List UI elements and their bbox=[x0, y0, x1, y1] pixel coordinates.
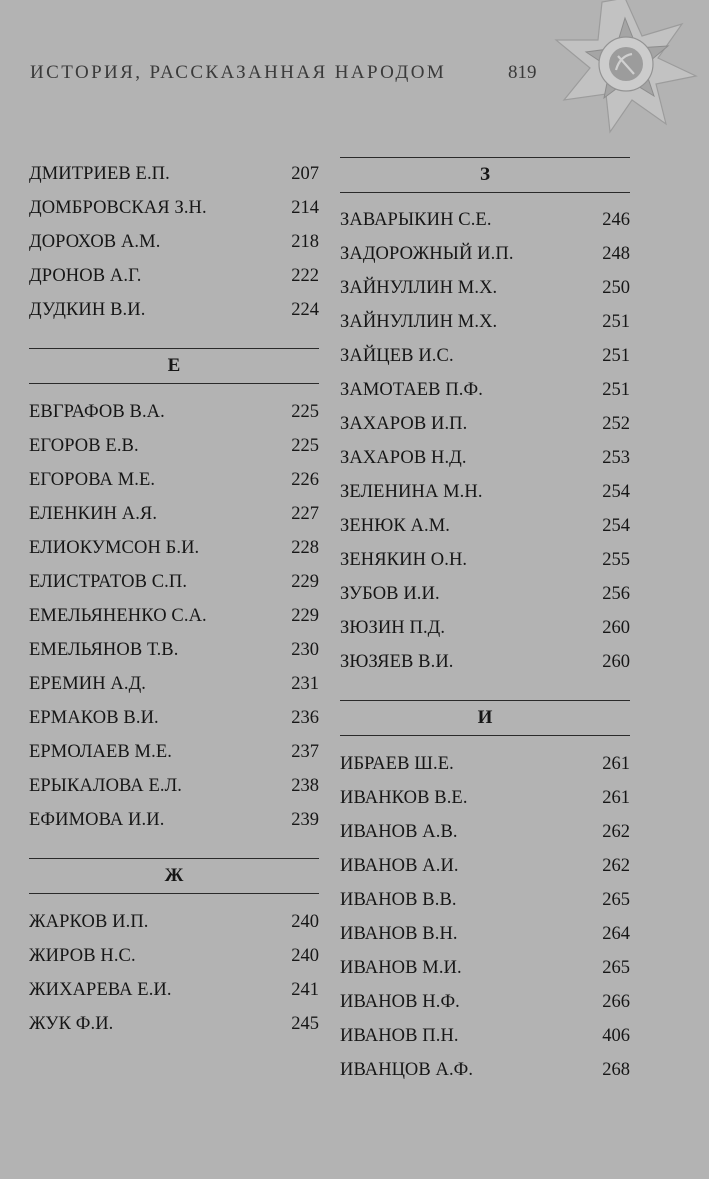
index-entry: ЖИРОВ Н.С. 240 bbox=[29, 946, 319, 966]
index-entry: ЗАХАРОВ И.П. 252 bbox=[340, 414, 630, 434]
index-entry: ЗАВАРЫКИН С.Е. 246 bbox=[340, 210, 630, 230]
index-entry: ДРОНОВ А.Г. 222 bbox=[29, 266, 319, 286]
index-entry: ИВАНОВ Н.Ф. 266 bbox=[340, 992, 630, 1012]
index-entry: ЗАЙЦЕВ И.С. 251 bbox=[340, 346, 630, 366]
index-entry: ЕМЕЛЬЯНЕНКО С.А. 229 bbox=[29, 606, 319, 626]
index-entry: ИВАНОВ М.И. 265 bbox=[340, 958, 630, 978]
index-entry: ЗЕНЮК А.М. 254 bbox=[340, 516, 630, 536]
index-entry: ЕГОРОВА М.Е. 226 bbox=[29, 470, 319, 490]
index-entry: ЗЮЗИН П.Д. 260 bbox=[340, 618, 630, 638]
index-entry: ЕЛЕНКИН А.Я. 227 bbox=[29, 504, 319, 524]
section-letter-header: Ж bbox=[29, 858, 319, 894]
index-entry: ЕЛИСТРАТОВ С.П. 229 bbox=[29, 572, 319, 592]
page-number: 819 bbox=[508, 62, 537, 83]
index-entry: ЕРЫКАЛОВА Е.Л. 238 bbox=[29, 776, 319, 796]
index-entry: ДУДКИН В.И. 224 bbox=[29, 300, 319, 320]
index-entry: ДМИТРИЕВ Е.П. 207 bbox=[29, 164, 319, 184]
index-entry: ЗАДОРОЖНЫЙ И.П. 248 bbox=[340, 244, 630, 264]
index-entry: ИВАНОВ П.Н. 406 bbox=[340, 1026, 630, 1046]
section-letter-header: Е bbox=[29, 348, 319, 384]
index-column-left bbox=[29, 0, 319, 1179]
index-entry: ЕРМАКОВ В.И. 236 bbox=[29, 708, 319, 728]
index-entry: ИВАНОВ А.И. 262 bbox=[340, 856, 630, 876]
index-entry: ИВАНЦОВ А.Ф. 268 bbox=[340, 1060, 630, 1080]
index-entry: ИВАНКОВ В.Е. 261 bbox=[340, 788, 630, 808]
section-letter-header: И bbox=[340, 700, 630, 736]
index-entry: ЕФИМОВА И.И. 239 bbox=[29, 810, 319, 830]
index-entry: ЗАМОТАЕВ П.Ф. 251 bbox=[340, 380, 630, 400]
section-letter-header: З bbox=[340, 157, 630, 193]
index-entry: ДОРОХОВ А.М. 218 bbox=[29, 232, 319, 252]
index-entry: ЕВГРАФОВ В.А. 225 bbox=[29, 402, 319, 422]
index-entry: ЗЕНЯКИН О.Н. 255 bbox=[340, 550, 630, 570]
index-entry: ЗАЙНУЛЛИН М.Х. 251 bbox=[340, 312, 630, 332]
index-entry: ЖУК Ф.И. 245 bbox=[29, 1014, 319, 1034]
index-entry: ИВАНОВ В.Н. 264 bbox=[340, 924, 630, 944]
index-entry: ЕГОРОВ Е.В. 225 bbox=[29, 436, 319, 456]
running-header-title: ИСТОРИЯ, РАССКАЗАННАЯ НАРОДОМ bbox=[30, 62, 447, 83]
index-entry: ДОМБРОВСКАЯ З.Н. 214 bbox=[29, 198, 319, 218]
index-entry: ЖИХАРЕВА Е.И. 241 bbox=[29, 980, 319, 1000]
index-entry: ЗАХАРОВ Н.Д. 253 bbox=[340, 448, 630, 468]
index-entry: ЕМЕЛЬЯНОВ Т.В. 230 bbox=[29, 640, 319, 660]
index-entry: ЗАЙНУЛЛИН М.Х. 250 bbox=[340, 278, 630, 298]
index-entry: ИБРАЕВ Ш.Е. 261 bbox=[340, 754, 630, 774]
index-entry: ЖАРКОВ И.П. 240 bbox=[29, 912, 319, 932]
index-entry: ЕЛИОКУМСОН Б.И. 228 bbox=[29, 538, 319, 558]
index-entry: ЕРМОЛАЕВ М.Е. 237 bbox=[29, 742, 319, 762]
index-entry: ИВАНОВ В.В. 265 bbox=[340, 890, 630, 910]
index-column-right bbox=[340, 0, 630, 1179]
index-entry: ЕРЕМИН А.Д. 231 bbox=[29, 674, 319, 694]
index-entry: ЗЕЛЕНИНА М.Н. 254 bbox=[340, 482, 630, 502]
index-entry: ИВАНОВ А.В. 262 bbox=[340, 822, 630, 842]
index-entry: ЗУБОВ И.И. 256 bbox=[340, 584, 630, 604]
index-entry: ЗЮЗЯЕВ В.И. 260 bbox=[340, 652, 630, 672]
